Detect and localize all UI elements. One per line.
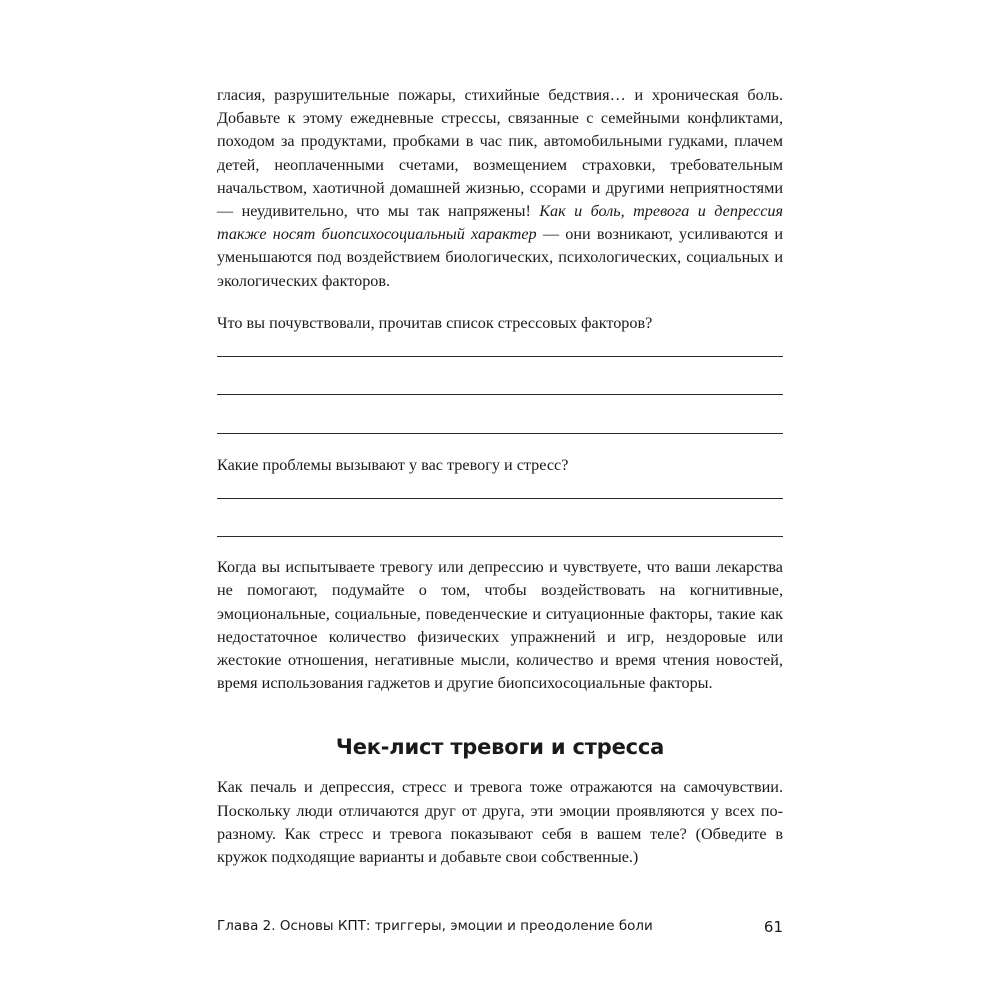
paragraph-checklist-intro: Как печаль и депрессия, стресс и тревога тоже отражаются на самочувствии. Поскольку люди отличаются друг от друга, эти эмоции проявляются у всех по-разному. Как стресс и тревога показывают себя в вашем теле? (Обведите в кружок подходящие варианты и добавьте свои собственные.) [217, 778, 783, 867]
paragraph-text-start: гласия, разрушительные пожары, стихийные бедствия… и хроническая боль. Добавьте к этому ежедневные стрессы, связанные с семейными конфликтами, походом за продуктами, пробками в час пик, автомобильными гудками, плачем детей, неоплаченными счетами, возмещением страховки, требовательным начальством, хаотичной домашней жизнью, ссорами и другими неприятностями — неудивительно, что мы так напряжены! [217, 86, 783, 221]
page-body [217, 84, 783, 869]
answer-line[interactable] [217, 433, 783, 434]
page-number: 61 [763, 918, 783, 936]
question-feelings: Что вы почувствовали, прочитав список стрессовых факторов? [217, 313, 653, 332]
section-heading: Чек-лист тревоги и стресса [335, 735, 665, 760]
answer-line[interactable] [217, 498, 783, 499]
paragraph-text-end: — они возникают, усиливаются и уменьшаются под воздействием биологических, психологических, социальных и экологических факторов. [217, 225, 784, 290]
answer-line[interactable] [217, 536, 783, 537]
answer-lines-problems [217, 498, 783, 537]
answer-line[interactable] [217, 394, 783, 395]
answer-line[interactable] [217, 356, 783, 357]
answer-lines-feelings [217, 356, 783, 434]
question-problems: Какие проблемы вызывают у вас тревогу и стресс? [217, 456, 569, 475]
chapter-title: Глава 2. Основы КПТ: триггеры, эмоции и преодоление боли [217, 918, 653, 934]
paragraph-medication: Когда вы испытываете тревогу или депрессию и чувствуете, что ваши лекарства не помогают, подумайте о том, чтобы воздействовать на когнитивные, эмоциональные, социальные, поведенческие и ситуационные факторы, такие как недостаточное количество физических упражнений и игр, нездоровые или жестокие отношения, негативные мысли, количество и время чтения новостей, время использования гаджетов и другие биопсихосоциальные факторы. [217, 558, 783, 693]
paragraph-italic-emphasis: Как и боль, тревога и депрессия также носят биопсихосоциальный характер [217, 202, 783, 244]
paragraph-stress-factors [217, 84, 783, 293]
page-footer [217, 918, 783, 938]
